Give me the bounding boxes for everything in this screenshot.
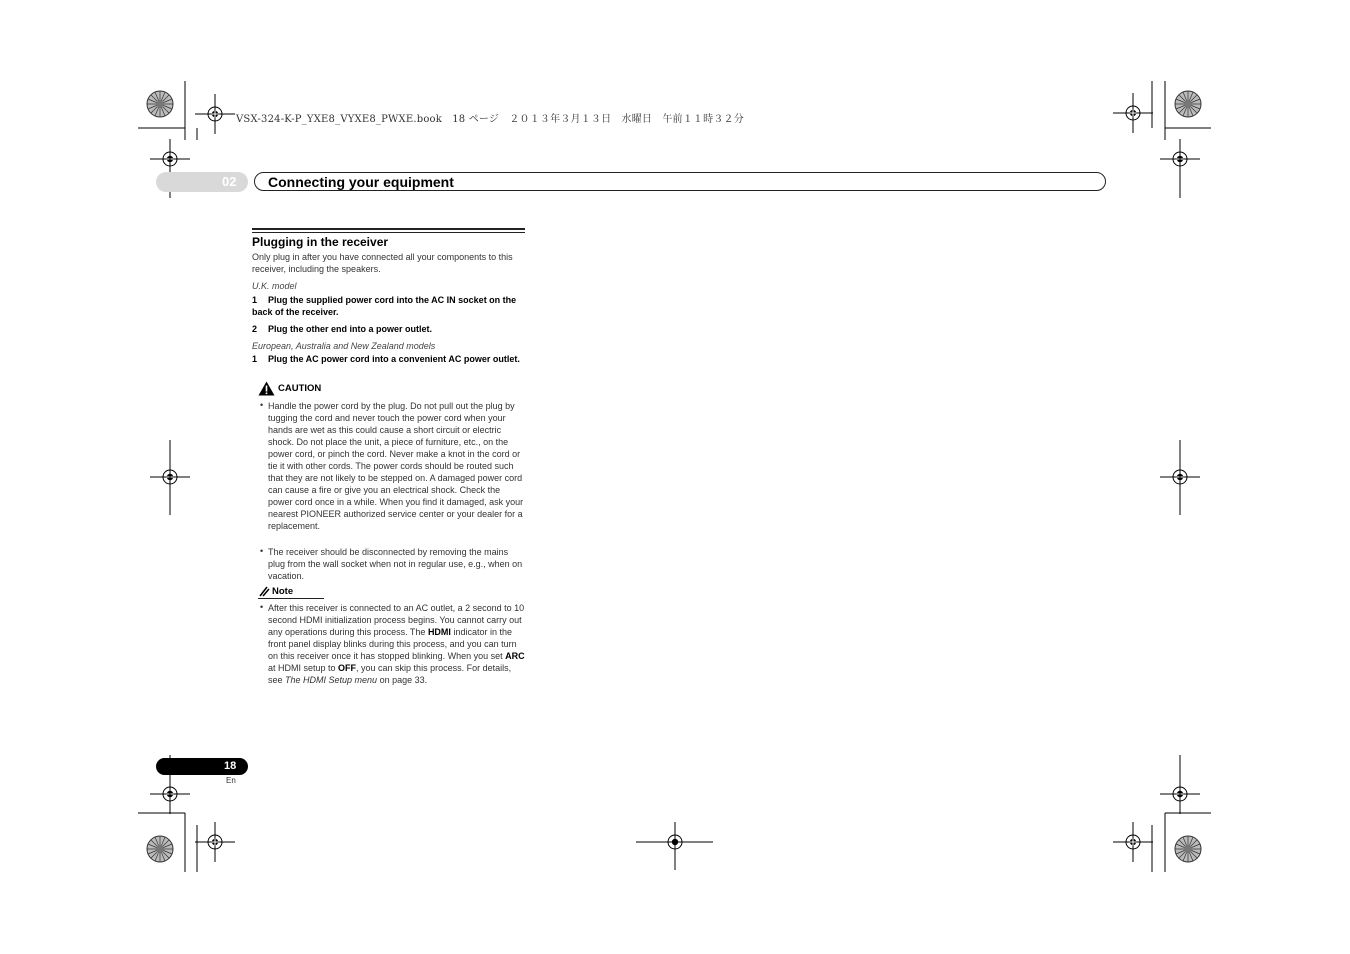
bullet-dot: • <box>260 546 264 556</box>
note-rule <box>258 598 324 599</box>
uk-step-1 <box>252 294 525 318</box>
starburst-target-icon <box>147 91 173 117</box>
note-bullet-1 <box>268 602 525 686</box>
caution-bullet-1: Handle the power cord by the plug. Do not pull out the plug by tugging the cord and never touch the power cord when your hands are wet as this could cause a short circuit or electric shock. Do not place the unit, a piece of furniture, etc., on the power cord, or pinch the cord. Never make a knot in the cord or tie it with other cords. The power cords should be routed such that they are not likely to be stepped on. A damaged power cord can cause a fire or give you an electrical shock. Check the power cord once in a while. When you find it damaged, ask your nearest PIONEER authorized service center or your dealer for a replacement. <box>268 401 524 531</box>
uk-model-label: U.K. model <box>252 281 297 291</box>
registration-mark-icon <box>1113 93 1153 133</box>
off-term: OFF <box>338 663 357 673</box>
eu-step-1 <box>252 353 525 365</box>
registration-mark-icon <box>195 94 235 134</box>
section-rule-thin <box>252 232 525 233</box>
hdmi-term: HDMI <box>427 627 451 637</box>
section-rule <box>252 228 525 230</box>
starburst-target-icon <box>147 836 173 862</box>
section-intro: Only plug in after you have connected all your components to this receiver, including the speakers. <box>252 252 513 274</box>
page-number: 18 <box>224 760 237 772</box>
page-language: En <box>226 776 236 785</box>
note-text: After this receiver is connected to an AC outlet, a 2 second to 10 second HDMI initialization process begins. You cannot carry out any operations during this process. The <box>268 603 525 637</box>
arc-term: ARC <box>505 651 525 661</box>
pencil-note-icon <box>259 586 270 597</box>
section-title: Plugging in the receiver <box>252 235 389 249</box>
step-text: Plug the AC power cord into a convenient AC power outlet. <box>268 354 520 364</box>
note-label: Note <box>272 586 294 597</box>
uk-step-2 <box>252 323 525 335</box>
print-header: VSX-324-K-P_YXE8_VYXE8_PWXE.book 18 ページ ２０１３年３月１３日 水曜日 午前１１時３２分 <box>236 114 744 125</box>
step-text: Plug the supplied power cord into the AC IN socket on the back of the receiver. <box>252 295 517 317</box>
note-text: at HDMI setup to <box>268 663 339 673</box>
note-text: on page 33. <box>377 675 428 685</box>
note-text: indicator in the front panel display blinks during this process, and you can turn on this receiver once it has stopped blinking. When you set <box>268 627 517 661</box>
hdmi-setup-menu-reference: The HDMI Setup menu <box>285 675 378 685</box>
chapter-number: 02 <box>222 174 237 189</box>
chapter-title: Connecting your equipment <box>268 174 454 190</box>
registration-mark-icon <box>1113 822 1153 862</box>
registration-mark-icon <box>195 822 235 862</box>
eu-model-label: European, Australia and New Zealand models <box>252 341 436 351</box>
starburst-target-icon <box>1175 91 1201 117</box>
starburst-target-icon <box>1175 836 1201 862</box>
step-number: 1 <box>252 295 258 305</box>
bullet-dot: • <box>260 602 264 612</box>
caution-label: CAUTION <box>278 383 322 394</box>
step-text: Plug the other end into a power outlet. <box>268 324 432 334</box>
caution-bullet-2: The receiver should be disconnected by removing the mains plug from the wall socket when not in regular use, e.g., when on vacation. <box>268 547 523 581</box>
note-text: , you can skip this process. For details, see <box>268 663 512 685</box>
step-number: 1 <box>252 354 258 364</box>
warning-triangle-icon <box>258 381 275 396</box>
bullet-dot: • <box>260 400 264 410</box>
step-number: 2 <box>252 324 258 334</box>
